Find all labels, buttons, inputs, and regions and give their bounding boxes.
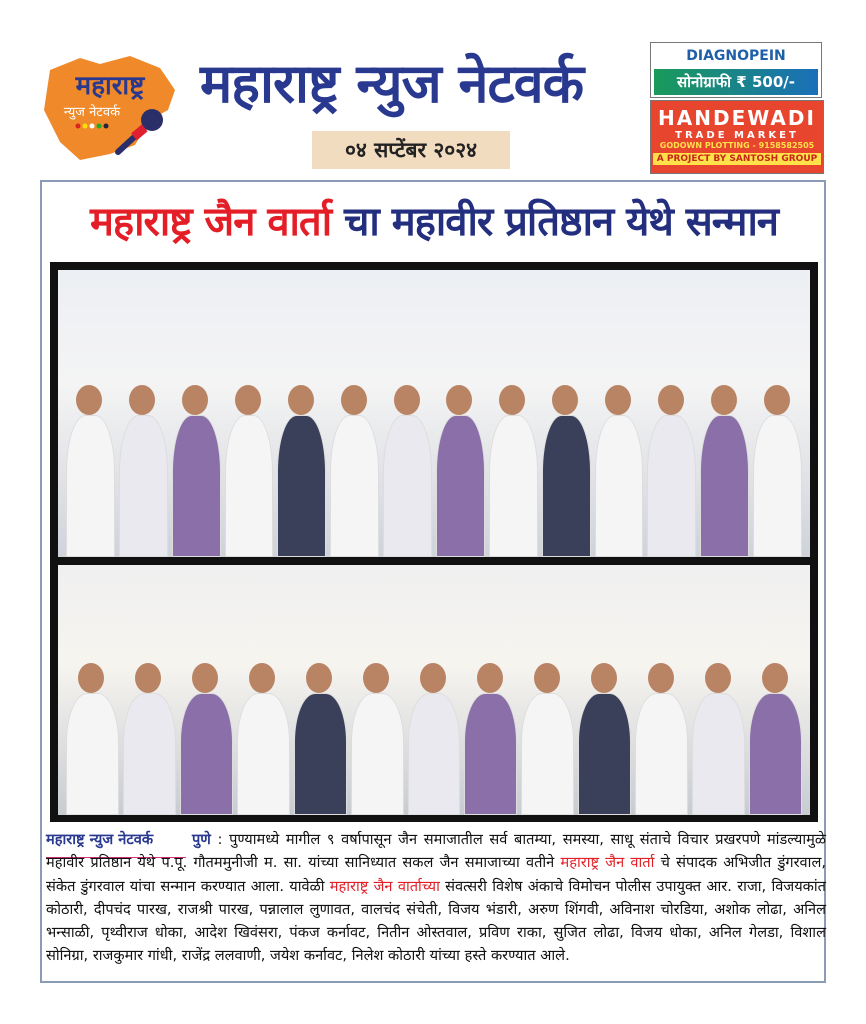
person-figure <box>351 693 404 815</box>
person-figure <box>464 693 517 815</box>
site-title: महाराष्ट्र न्युज नेटवर्क <box>200 52 584 115</box>
ad-diagnopein[interactable] <box>650 42 822 98</box>
person-head <box>182 385 208 415</box>
ad-detail: GODOWN PLOTTING - 9158582505 <box>659 141 815 150</box>
person-figure <box>330 415 379 557</box>
ad-sub: TRADE MARKET <box>675 130 799 141</box>
body-text-1: : पुण्यामध्ये मागील ९ वर्षापासून जैन समाजातील सर्व बातम्या, समस्या, साधू संताचे विचार प्रखरपणे मांडल्यामुळे महावीर प्रतिष्ठान येथे प.पू. गौतममुनीजी म. सा. यांच्या सानिध्यात सकल जैन समाजाच्या वतीने <box>46 831 826 872</box>
person-head <box>78 663 104 693</box>
ad-footer: A PROJECT BY SANTOSH GROUP <box>653 153 821 165</box>
person-figure <box>542 415 591 557</box>
person-head <box>534 663 560 693</box>
person-figure <box>180 693 233 815</box>
person-head <box>477 663 503 693</box>
logo <box>40 50 180 162</box>
article-body <box>46 828 826 968</box>
person-figure <box>489 415 538 557</box>
person-head <box>129 385 155 415</box>
person-figure <box>635 693 688 815</box>
person-figure <box>123 693 176 815</box>
headline-red: महाराष्ट्र जैन वार्ता <box>89 199 332 245</box>
event-photo-bottom <box>58 565 810 815</box>
person-head <box>363 663 389 693</box>
person-figure <box>294 693 347 815</box>
person-figure <box>66 693 119 815</box>
body-highlight-2: महाराष्ट्र जैन वार्ताच्या <box>329 877 440 895</box>
headline <box>44 192 824 247</box>
body-text-3: संवत्सरी विशेष अंकाचे विमोचन पोलीस उपायुक्त आर. राजा, विजयकांत कोठारी, दीपचंद पारख, राजश्री पारख, पन्नालाल लुणावत, वालचंद संचेती, विजय भंडारी, अरुण शिंगवी, अविनाश चोरडिया, अशोक लोढा, अनिल भन्साळी, पृथ्वीराज धोका, आदेश खिवंसरा, पंकज कर्नावट, नितीन ओस्तवाल, प्रविण राका, सुजित लोढा, विजय धोका, अनिल गेलडा, विशाल सोनिग्रा, राजकुमार गांधी, राजेंद्र ललवाणी, जयेश कर्नावट, निलेश कोठारी यांच्या हस्ते करण्यात आले. <box>46 877 826 965</box>
person-figure <box>578 693 631 815</box>
person-figure <box>225 415 274 557</box>
issue-date: ०४ सप्टेंबर २०२४ <box>312 131 510 169</box>
person-head <box>591 663 617 693</box>
person-head <box>249 663 275 693</box>
person-head <box>605 385 631 415</box>
person-head <box>341 385 367 415</box>
person-head <box>192 663 218 693</box>
byline: महाराष्ट्र न्युज नेटवर्क <box>46 831 154 848</box>
person-head <box>394 385 420 415</box>
person-figure <box>700 415 749 557</box>
person-figure <box>119 415 168 557</box>
person-figure <box>172 415 221 557</box>
dateline-place: पुणे <box>192 831 211 848</box>
person-figure <box>753 415 802 557</box>
person-figure <box>436 415 485 557</box>
person-head <box>762 663 788 693</box>
person-figure <box>521 693 574 815</box>
ad-name: HANDEWADI <box>658 106 816 130</box>
person-head <box>658 385 684 415</box>
person-head <box>76 385 102 415</box>
person-figure <box>692 693 745 815</box>
ad-offer: सोनोग्राफी ₹ 500/- <box>654 69 818 95</box>
headline-blue: चा महावीर प्रतिष्ठान येथे सन्मान <box>344 199 778 245</box>
person-head <box>711 385 737 415</box>
svg-text:न्युज नेटवर्क: न्युज नेटवर्क <box>63 105 121 120</box>
person-head <box>135 663 161 693</box>
person-head <box>306 663 332 693</box>
person-figure <box>277 415 326 557</box>
person-figure <box>647 415 696 557</box>
ad-brand: DIAGNOPEIN <box>686 48 786 64</box>
person-figure <box>237 693 290 815</box>
person-head <box>764 385 790 415</box>
photo-panel <box>50 262 818 822</box>
person-figure <box>383 415 432 557</box>
person-head <box>705 663 731 693</box>
person-head <box>446 385 472 415</box>
person-head <box>420 663 446 693</box>
body-highlight-1: महाराष्ट्र जैन वार्ता <box>560 854 655 872</box>
person-figure <box>66 415 115 557</box>
event-photo-top <box>58 270 810 557</box>
person-head <box>648 663 674 693</box>
person-head <box>552 385 578 415</box>
person-figure <box>595 415 644 557</box>
body-text-2: चे संपादक अभिजीत डुंगरवाल, संकेत डुंगरवाल यांचा सन्मान करण्यात आला. यावेळी <box>46 854 826 895</box>
person-head <box>235 385 261 415</box>
svg-text:महाराष्ट्र: महाराष्ट्र <box>75 71 145 101</box>
person-head <box>499 385 525 415</box>
ad-handewadi[interactable] <box>650 100 824 174</box>
person-head <box>288 385 314 415</box>
person-figure <box>408 693 461 815</box>
person-figure <box>749 693 802 815</box>
